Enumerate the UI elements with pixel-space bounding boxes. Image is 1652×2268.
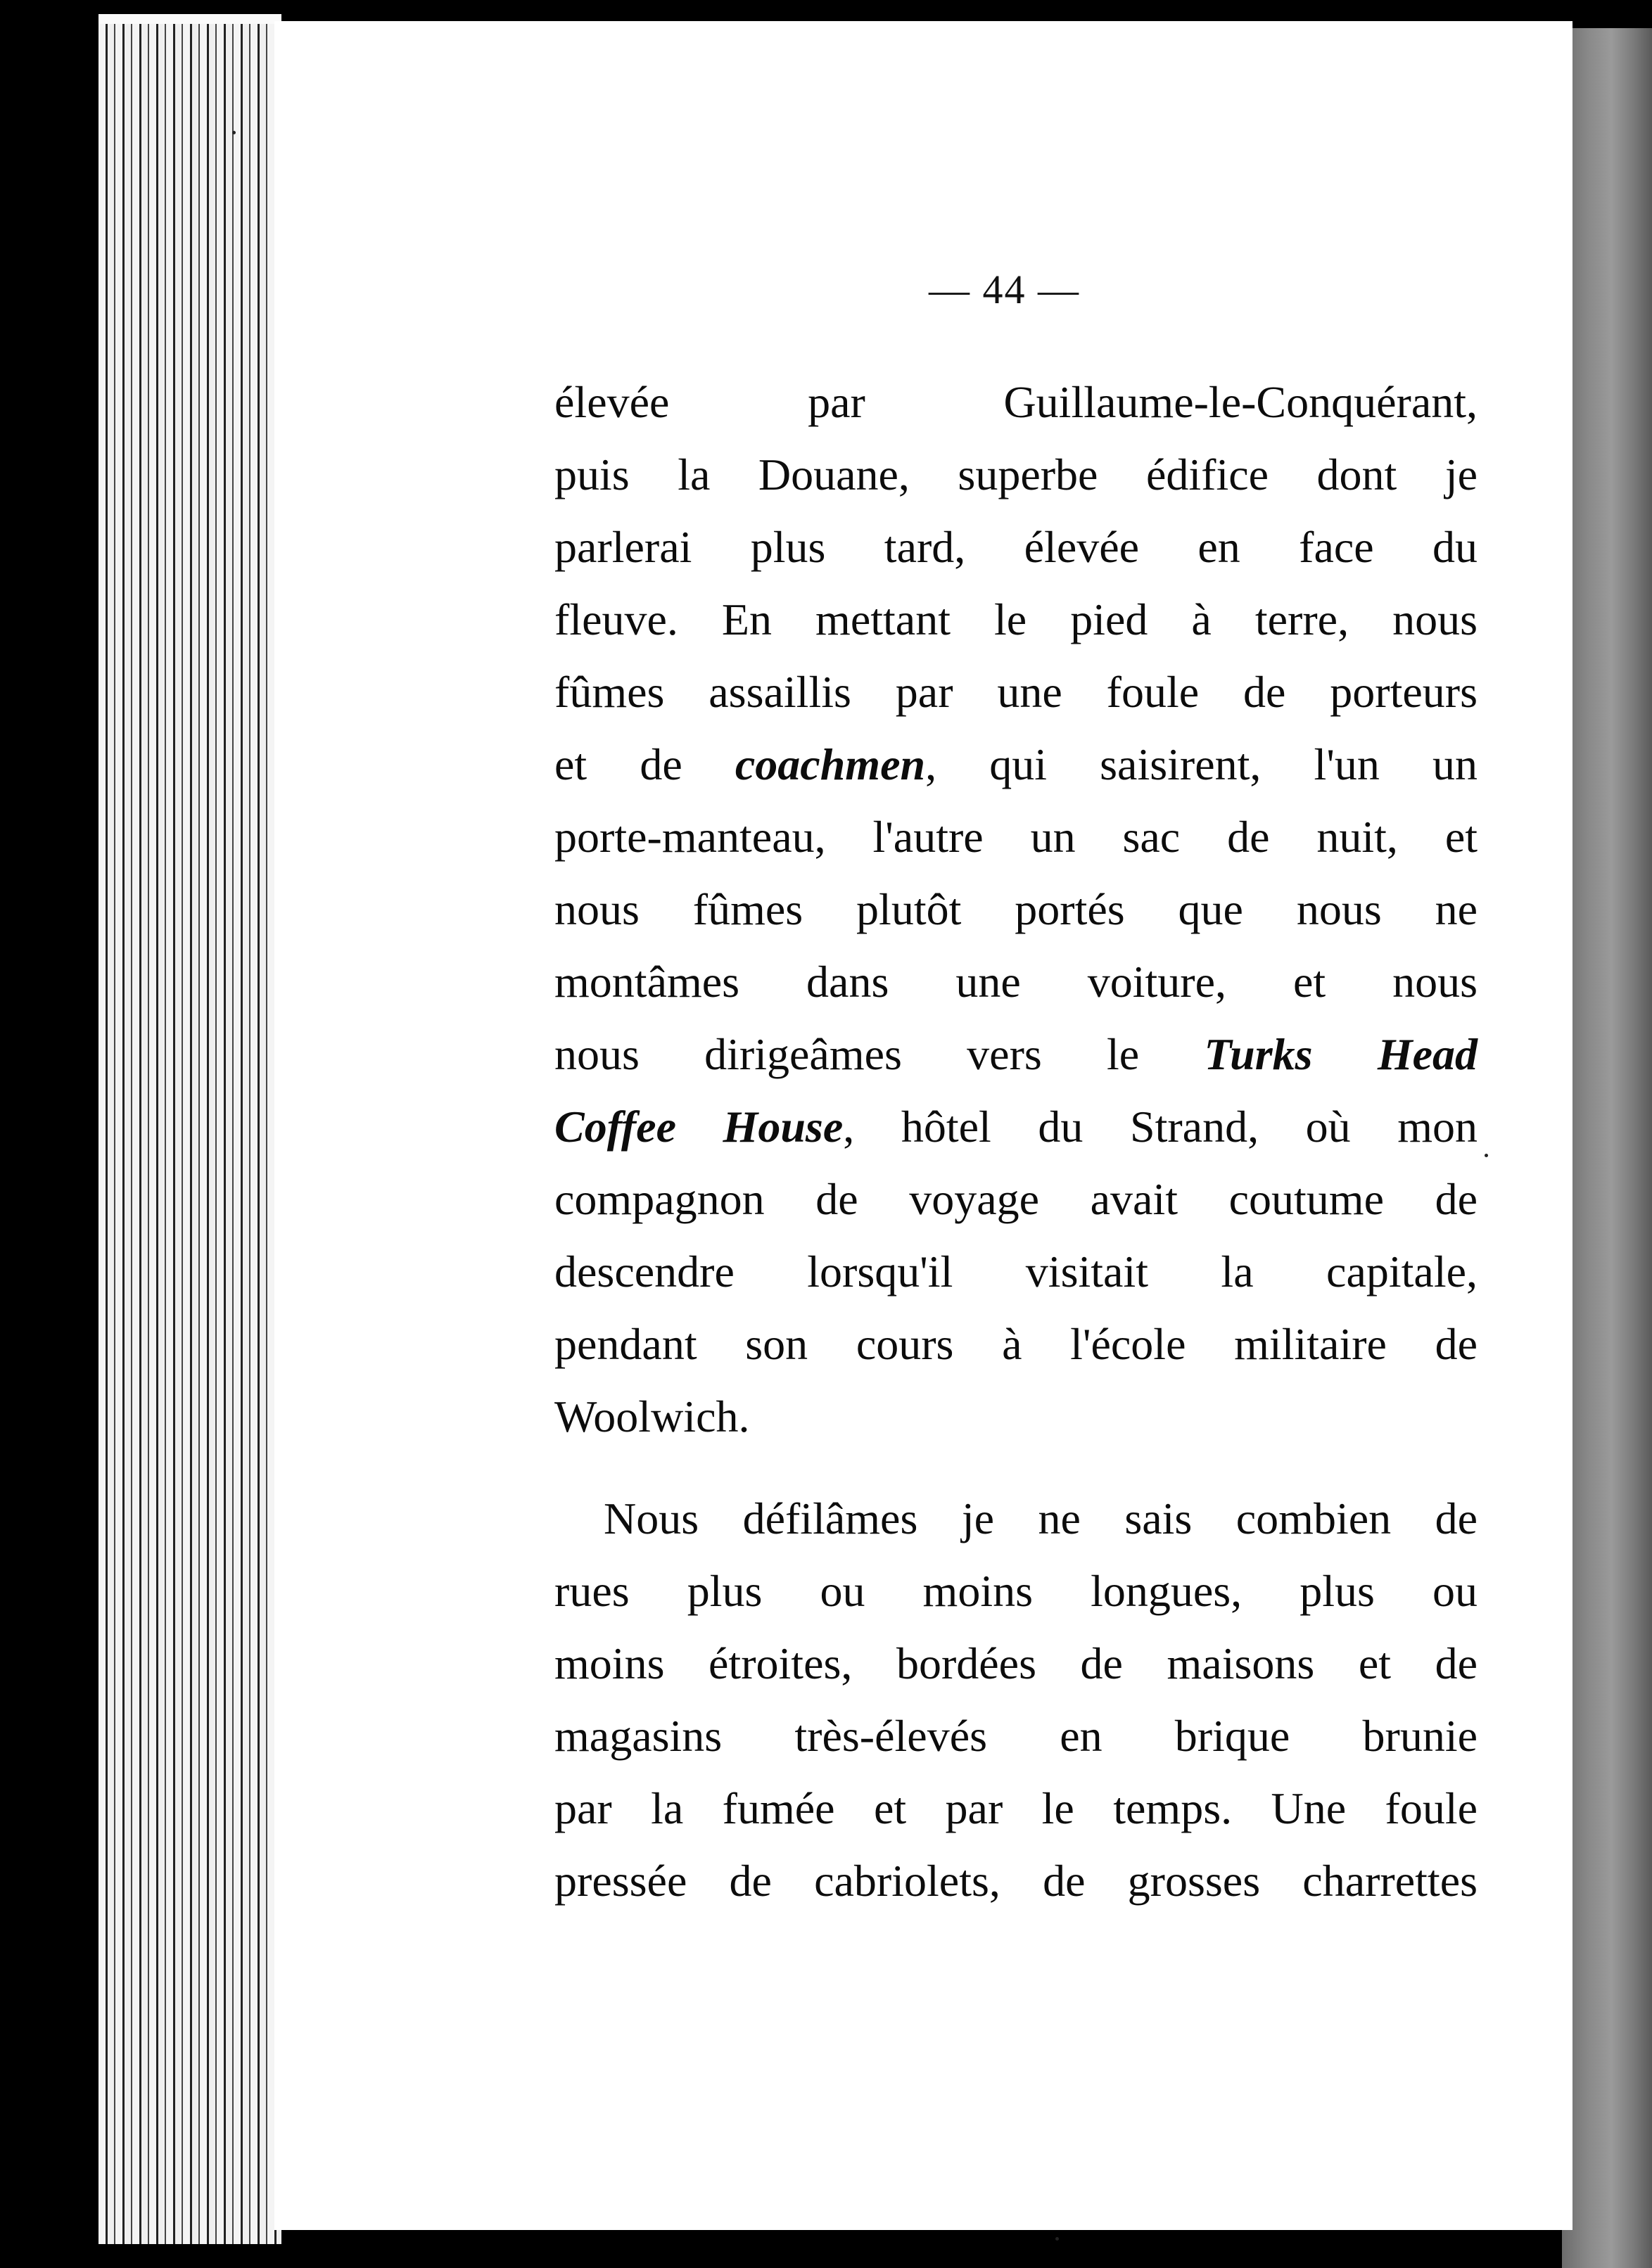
left-page-stack-top	[99, 14, 281, 24]
italic-term: Turks Head	[1204, 1029, 1478, 1079]
text-line: moins étroites, bordées de maisons et de	[554, 1638, 1478, 1688]
text-line: magasins très-élevés en brique brunie	[554, 1711, 1478, 1761]
text-line: puis la Douane, superbe édifice dont je	[554, 450, 1478, 499]
text-line: nous dirigeâmes vers le Turks Head	[554, 1029, 1478, 1079]
text-line: Woolwich.	[554, 1391, 750, 1441]
text-line: porte-manteau, l'autre un sac de nuit, et	[554, 812, 1478, 862]
scan-speck	[232, 131, 236, 134]
text-line: pendant son cours à l'école militaire de	[554, 1319, 1478, 1369]
text-line: fleuve. En mettant le pied à terre, nous	[554, 594, 1478, 644]
scan-speck	[1055, 2237, 1059, 2241]
text-line: et de coachmen, qui saisirent, l'un un	[554, 739, 1478, 789]
text-line: pressée de cabriolets, de grosses charrettes	[554, 1856, 1478, 1906]
text-line: parlerai plus tard, élevée en face du	[554, 522, 1478, 572]
body-text	[554, 366, 1478, 1917]
left-page-stack-edges	[99, 14, 281, 2244]
right-page-stack-edge	[1562, 28, 1652, 2268]
text-line: par la fumée et par le temps. Une foule	[554, 1783, 1478, 1833]
text-line: Nous défilâmes je ne sais combien de	[604, 1493, 1478, 1543]
text-line: fûmes assaillis par une foule de porteurs	[554, 667, 1478, 717]
italic-term: Coffee House	[554, 1102, 844, 1152]
text-line: élevée par Guillaume-le-Conquérant,	[554, 377, 1478, 427]
scan-speck	[1485, 1154, 1488, 1157]
page-number: — 44 —	[929, 267, 1080, 312]
text-line: Coffee House, hôtel du Strand, où mon	[554, 1102, 1478, 1152]
text-line: descendre lorsqu'il visitait la capitale,	[554, 1247, 1478, 1297]
text-line: montâmes dans une voiture, et nous	[554, 957, 1478, 1007]
paragraph-gap	[554, 1453, 1478, 1482]
text-line: nous fûmes plutôt portés que nous ne	[554, 884, 1478, 934]
text-line: compagnon de voyage avait coutume de	[554, 1174, 1478, 1224]
italic-term: coachmen	[735, 739, 926, 789]
text-line: rues plus ou moins longues, plus ou	[554, 1566, 1478, 1616]
